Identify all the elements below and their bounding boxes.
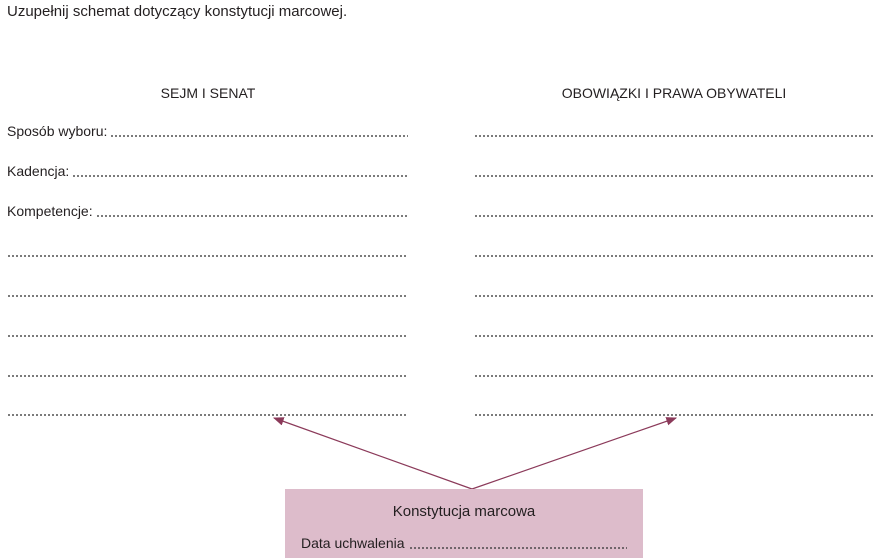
- field-label: Sposób wyboru:: [7, 123, 108, 139]
- dotted-answer-line[interactable]: [7, 414, 408, 416]
- answer-line-row[interactable]: [7, 360, 408, 380]
- dotted-answer-line[interactable]: [96, 215, 408, 217]
- dotted-answer-line[interactable]: [474, 375, 875, 377]
- constitution-box-title: Konstytucja marcowa: [392, 503, 536, 520]
- dotted-answer-line[interactable]: [474, 295, 875, 297]
- arrow-to-left-column: [274, 418, 472, 489]
- answer-line-row[interactable]: [7, 240, 408, 260]
- answer-line-row[interactable]: [7, 280, 408, 300]
- adoption-date-field[interactable]: [301, 532, 627, 552]
- answer-line-row[interactable]: [7, 399, 408, 419]
- answer-line-row[interactable]: [7, 320, 408, 340]
- dotted-answer-line[interactable]: [474, 414, 875, 416]
- answer-line-row[interactable]: [474, 399, 875, 419]
- exercise-instruction: Uzupełnij schemat dotyczący konstytucji marcowej.: [7, 3, 348, 20]
- left-column-title: SEJM I SENAT: [160, 85, 256, 101]
- dotted-answer-line[interactable]: [7, 295, 408, 297]
- answer-line-row[interactable]: [474, 160, 875, 180]
- answer-line-row[interactable]: [474, 120, 875, 140]
- constitution-box: [285, 489, 643, 558]
- dotted-answer-line[interactable]: [474, 255, 875, 257]
- answer-line-row[interactable]: [474, 280, 875, 300]
- dotted-answer-line[interactable]: [474, 215, 875, 217]
- dotted-answer-line[interactable]: [7, 335, 408, 337]
- answer-line-row[interactable]: [474, 360, 875, 380]
- field-label: Kadencja:: [7, 163, 70, 179]
- dotted-answer-line[interactable]: [474, 335, 875, 337]
- answer-line-row[interactable]: [474, 200, 875, 220]
- field-label: Data uchwalenia: [301, 535, 405, 551]
- arrow-to-right-column: [472, 418, 676, 489]
- answer-line-row[interactable]: [474, 320, 875, 340]
- dotted-answer-line[interactable]: [7, 375, 408, 377]
- dotted-answer-line[interactable]: [7, 255, 408, 257]
- dotted-answer-line[interactable]: [474, 135, 875, 137]
- competences-field[interactable]: [7, 200, 408, 220]
- term-field[interactable]: [7, 160, 408, 180]
- dotted-answer-line[interactable]: [72, 175, 408, 177]
- right-column-title: OBOWIĄZKI I PRAWA OBYWATELI: [561, 85, 787, 101]
- field-label: Kompetencje:: [7, 203, 93, 219]
- answer-line-row[interactable]: [474, 240, 875, 260]
- election-method-field[interactable]: [7, 120, 408, 140]
- dotted-answer-line[interactable]: [474, 175, 875, 177]
- dotted-answer-line[interactable]: [110, 135, 408, 137]
- dotted-answer-line[interactable]: [409, 547, 627, 549]
